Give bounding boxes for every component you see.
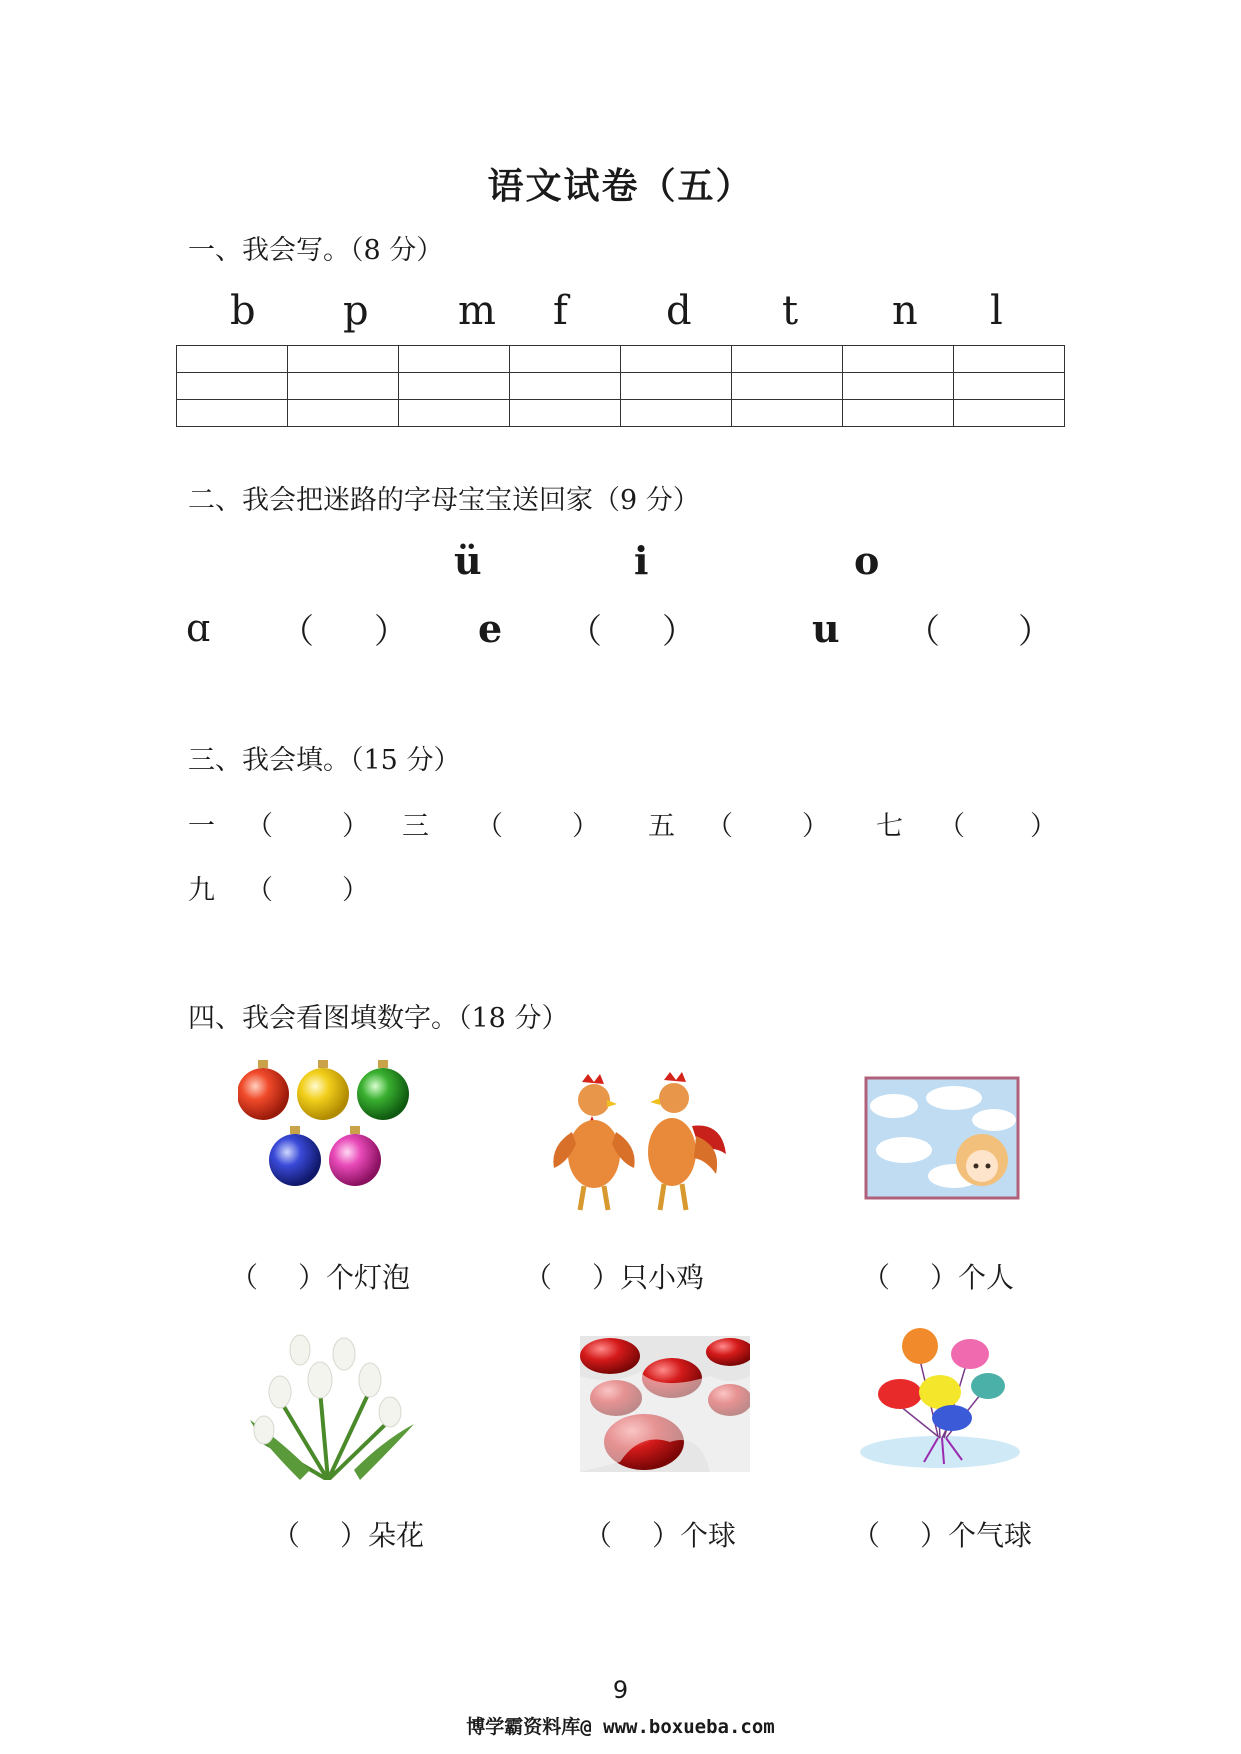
page-number: 9 <box>612 1676 629 1704</box>
blank-open: （ <box>906 612 940 652</box>
grid-cell[interactable] <box>954 346 1065 373</box>
section-3-heading: 三、我会填。（15 分） <box>188 745 461 776</box>
section-4-heading: 四、我会看图填数字。（18 分） <box>188 1003 569 1034</box>
letter-n: n <box>892 288 918 334</box>
vowel-o: o <box>854 538 880 583</box>
section-2-heading: 二、我会把迷路的字母宝宝送回家（9 分） <box>188 485 700 516</box>
grid-cell[interactable] <box>510 373 621 400</box>
blank-close: ） <box>1018 612 1052 652</box>
grid-cell[interactable] <box>288 346 399 373</box>
blank-close: ） <box>342 811 369 842</box>
number-one: 一 <box>188 811 215 842</box>
blank-open: （ <box>476 811 503 842</box>
vowel-a: ɑ <box>186 606 211 650</box>
vowel-u: u <box>812 606 840 651</box>
balloons-image <box>860 1326 1030 1474</box>
letter-d: d <box>666 288 692 334</box>
letter-m: m <box>458 288 496 334</box>
blank-open: （ <box>246 875 273 906</box>
caption-flowers: （ ）朵花 <box>272 1519 425 1552</box>
tulips-image <box>240 1330 416 1480</box>
vowel-i: i <box>634 538 649 583</box>
grid-cell[interactable] <box>399 400 510 427</box>
red-balls-image <box>580 1336 750 1472</box>
writing-grid <box>176 345 1065 427</box>
blank-open: （ <box>246 811 273 842</box>
number-three: 三 <box>402 811 429 842</box>
grid-cell[interactable] <box>732 346 843 373</box>
grid-cell[interactable] <box>177 346 288 373</box>
caption-balloons: （ ）个气球 <box>852 1519 1033 1552</box>
letter-b: b <box>230 288 256 334</box>
grid-cell[interactable] <box>621 346 732 373</box>
blank-open: （ <box>938 811 965 842</box>
number-nine: 九 <box>188 875 215 906</box>
letter-t: t <box>782 288 799 334</box>
ornaments-image <box>238 1058 418 1198</box>
grid-cell[interactable] <box>177 373 288 400</box>
vowel-u-umlaut: ü <box>454 538 482 583</box>
blank-close: ） <box>1030 811 1057 842</box>
grid-cell[interactable] <box>843 346 954 373</box>
number-five: 五 <box>648 811 675 842</box>
letter-p: p <box>343 288 369 334</box>
consonant-row <box>178 288 1078 338</box>
grid-cell[interactable] <box>399 373 510 400</box>
grid-cell[interactable] <box>399 346 510 373</box>
grid-cell[interactable] <box>621 373 732 400</box>
grid-cell[interactable] <box>732 400 843 427</box>
grid-cell[interactable] <box>288 373 399 400</box>
caption-bulbs: （ ）个灯泡 <box>230 1261 411 1294</box>
grid-cell[interactable] <box>510 400 621 427</box>
blank-close: ） <box>342 875 369 906</box>
caption-people: （ ）个人 <box>862 1261 1015 1294</box>
grid-cell[interactable] <box>732 373 843 400</box>
grid-cell[interactable] <box>510 346 621 373</box>
letter-f: f <box>553 288 568 334</box>
blank-close: ） <box>374 612 408 652</box>
girl-clouds-image <box>864 1076 1020 1200</box>
blank-open: （ <box>706 811 733 842</box>
chickens-image <box>552 1072 734 1216</box>
number-seven: 七 <box>876 811 903 842</box>
blank-close: ） <box>802 811 829 842</box>
grid-cell[interactable] <box>177 400 288 427</box>
grid-cell[interactable] <box>954 373 1065 400</box>
grid-cell[interactable] <box>621 400 732 427</box>
blank-close: ） <box>572 811 599 842</box>
blank-close: ） <box>662 612 696 652</box>
grid-cell[interactable] <box>288 400 399 427</box>
page-title: 语文试卷（五） <box>487 165 754 207</box>
caption-balls: （ ）个球 <box>584 1519 737 1552</box>
blank-open: （ <box>280 612 314 652</box>
vowel-e: e <box>478 606 503 651</box>
letter-l: l <box>990 288 1003 334</box>
footer-watermark: 博学霸资料库@ www.boxueba.com <box>466 1716 775 1738</box>
grid-cell[interactable] <box>843 400 954 427</box>
section-1-heading: 一、我会写。（8 分） <box>188 235 444 266</box>
grid-cell[interactable] <box>954 400 1065 427</box>
caption-chicks: （ ）只小鸡 <box>524 1261 705 1294</box>
blank-open: （ <box>568 612 602 652</box>
grid-cell[interactable] <box>843 373 954 400</box>
